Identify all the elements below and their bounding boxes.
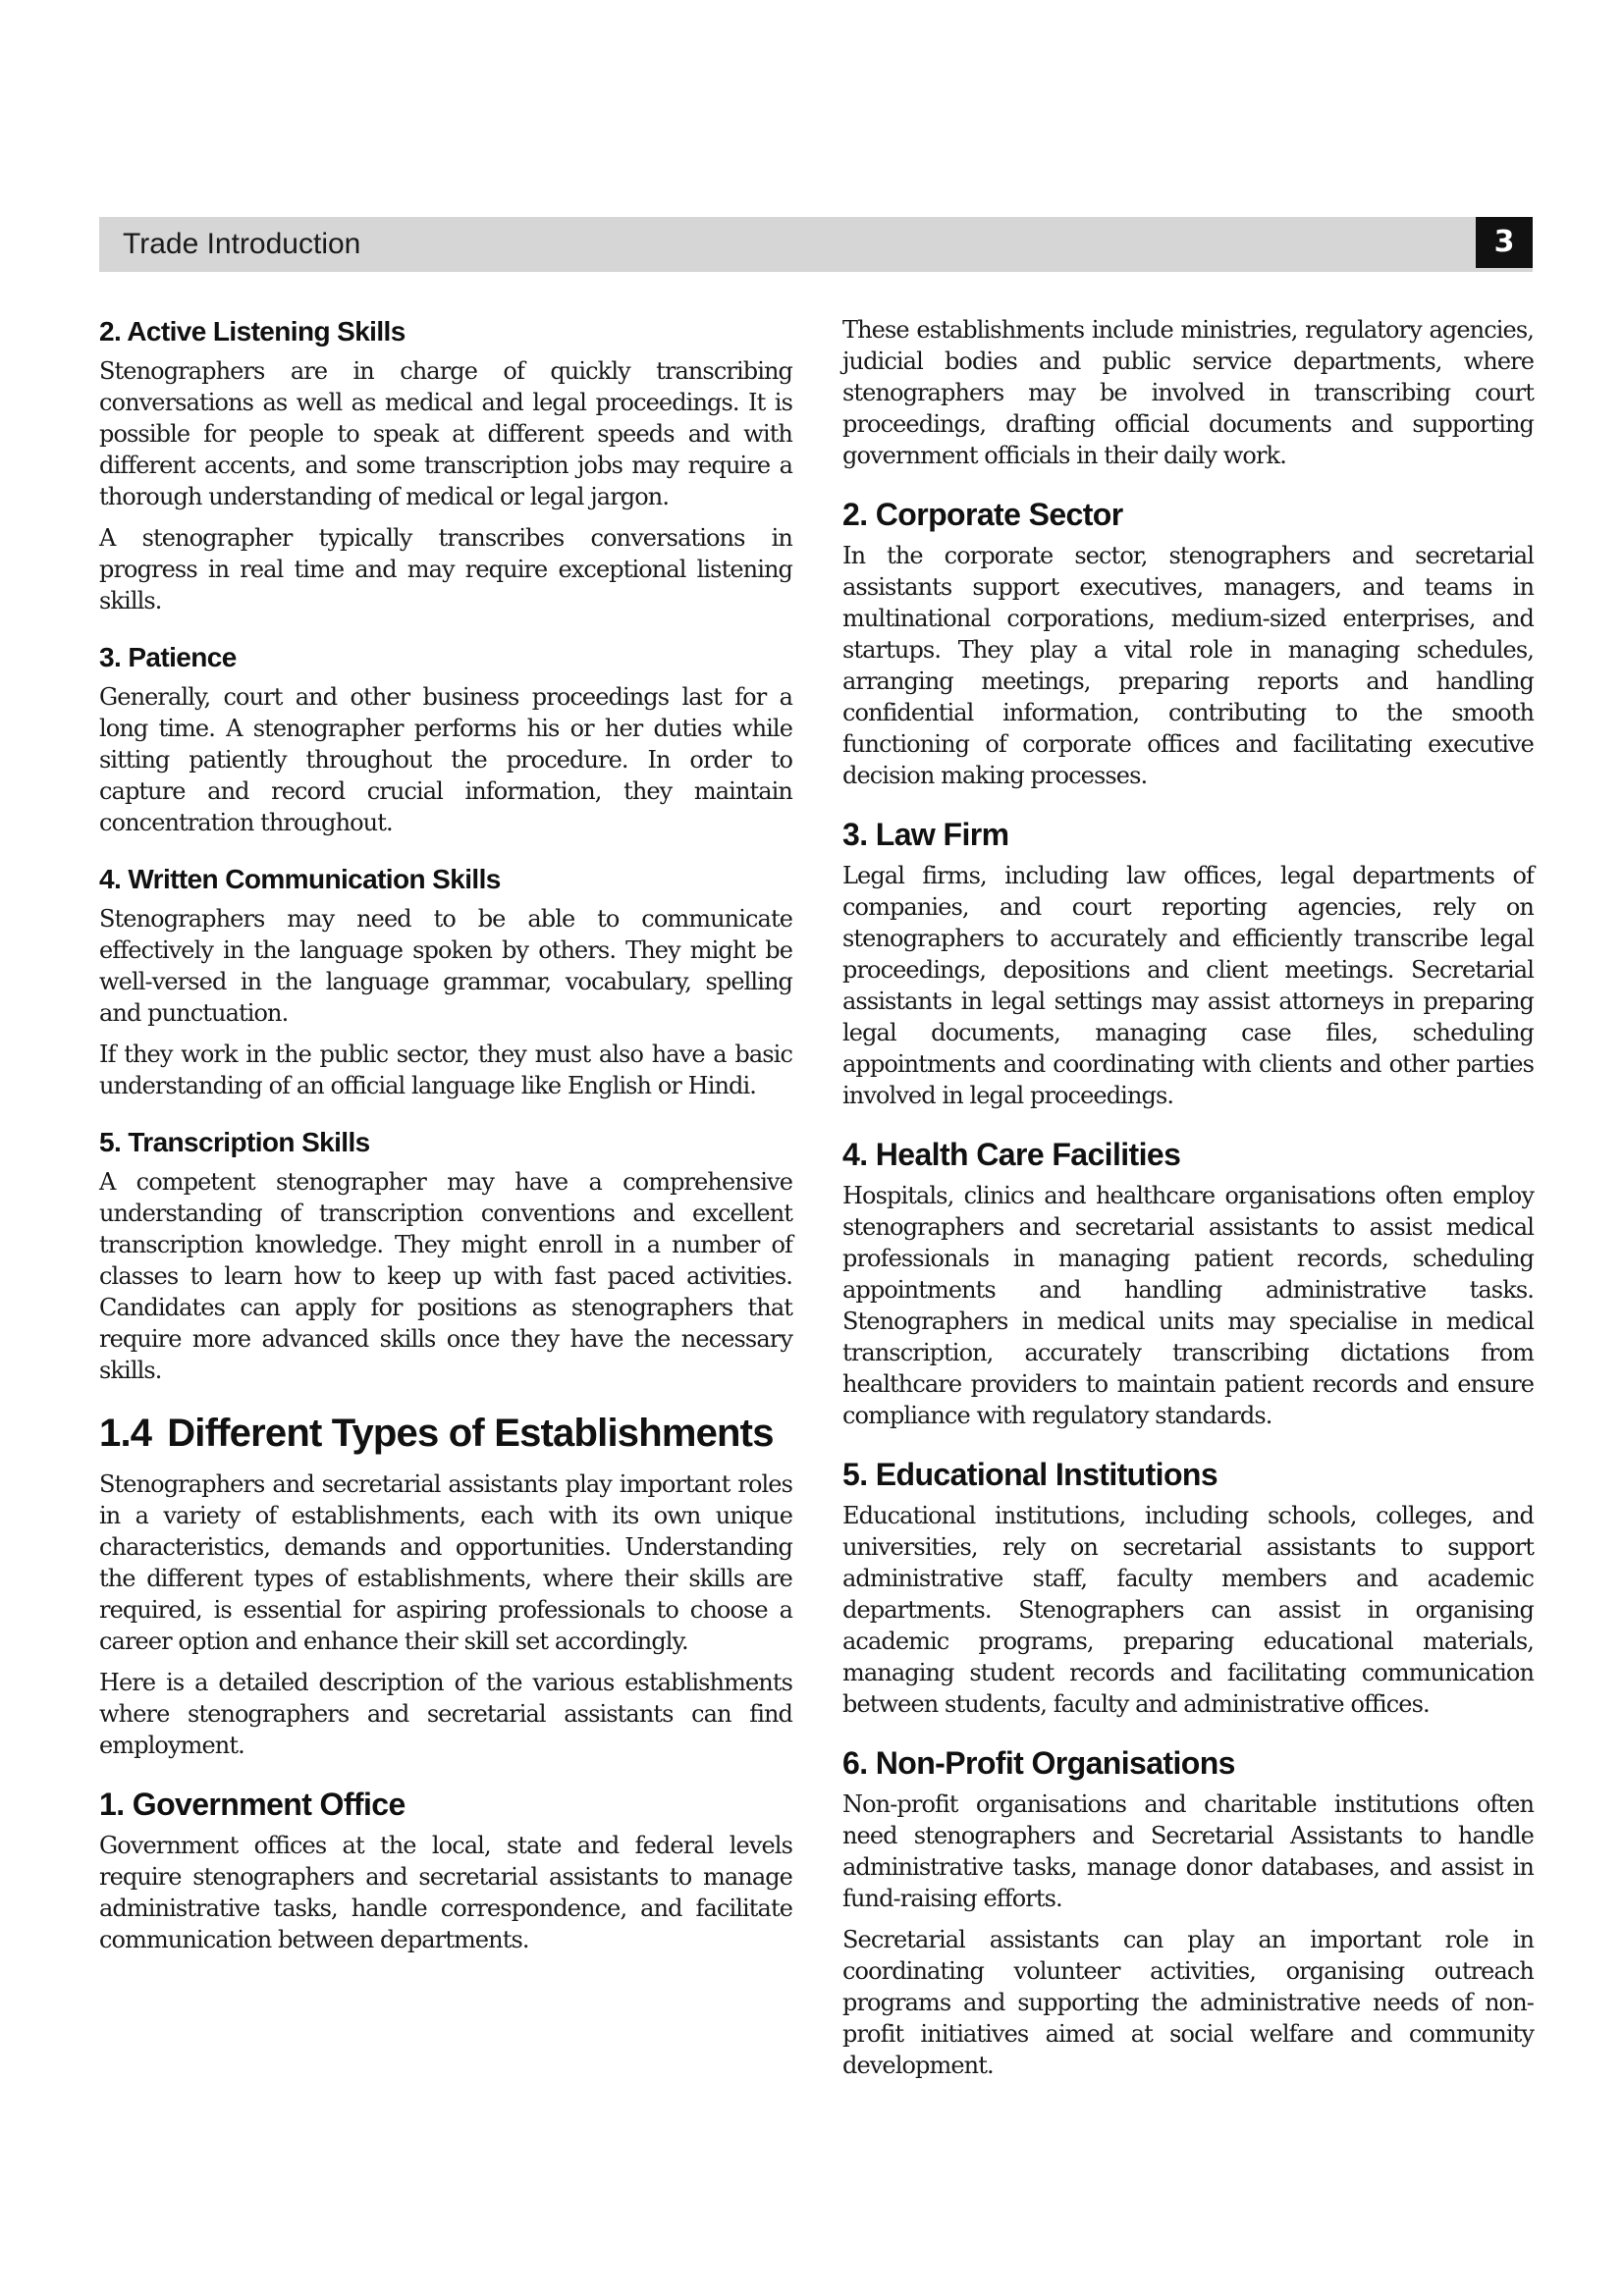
section-heading: 2. Active Listening Skills	[99, 316, 406, 347]
section-number: 1.4	[99, 1412, 152, 1455]
section-written-communication	[99, 862, 792, 1101]
section-heading: 3. Law Firm	[842, 817, 1009, 852]
section-heading: 4. Health Care Facilities	[842, 1137, 1181, 1172]
paragraph: These establishments include ministries, regulatory agencies, judicial bodies and public service departments, where stenographers may be involved in transcribing court proceedings, drafting official documents and supporting government officials in their daily work.	[842, 316, 1534, 469]
paragraph: Generally, court and other business proceedings last for a long time. A stenographer performs his or her duties while sitting patiently throughout the procedure. In order to capture and record crucial information, they maintain concentration throughout.	[99, 683, 792, 836]
section-transcription-skills	[99, 1125, 792, 1386]
paragraph: Educational institutions, including schools, colleges, and universities, rely on secretarial assistants to support administrative staff, faculty members and academic departments. Stenographers can assist in organising academic programs, preparing educational materials, managing student records and facilitating communication between students, faculty and administrative offices.	[842, 1502, 1534, 1718]
paragraph: A stenographer typically transcribes conversations in progress in real time and may require exceptional listening skills.	[99, 524, 792, 614]
page-number: 3	[1476, 217, 1533, 268]
header-title: Trade Introduction	[123, 228, 361, 260]
section-heading: 2. Corporate Sector	[842, 497, 1123, 532]
left-column	[99, 314, 792, 1979]
paragraph: Here is a detailed description of the various establishments where stenographers and secretarial assistants can find employment.	[99, 1669, 792, 1759]
section-heading: 3. Patience	[99, 642, 237, 672]
paragraph: Non-profit organisations and charitable institutions often need stenographers and Secretarial Assistants to handle administrative tasks, manage donor databases, and assist in fund-raising efforts.	[842, 1790, 1534, 1912]
paragraph: Stenographers and secretarial assistants play important roles in a variety of establishments, each with its own unique characteristics, demands and opportunities. Understanding the different types of establishments, where their skills are required, is essential for aspiring professionals to choose a career option and enhance their skill set accordingly.	[99, 1470, 792, 1655]
section-heading: 1. Government Office	[99, 1787, 406, 1822]
section-heading: 5. Transcription Skills	[99, 1127, 370, 1157]
paragraph: In the corporate sector, stenographers and secretarial assistants support executives, managers, and teams in multinational corporations, medium-sized enterprises, and startups. They play a vital role in managing schedules, arranging meetings, preparing reports and handling confidential information, contributing to the smooth functioning of corporate offices and facilitating executive decision making processes.	[842, 542, 1534, 789]
section-health-care	[842, 1135, 1534, 1431]
section-non-profit	[842, 1743, 1534, 2081]
right-column	[842, 314, 1534, 2105]
paragraph: A competent stenographer may have a comprehensive understanding of transcription conventions and excellent transcription knowledge. They might enroll in a number of classes to learn how to keep up with fast paced activities. Candidates can apply for positions as stenographers that require more advanced skills once they have the necessary skills.	[99, 1168, 792, 1384]
paragraph: If they work in the public sector, they must also have a basic understanding of an official language like English or Hindi.	[99, 1041, 792, 1099]
major-heading-text: Different Types of Establishments	[167, 1412, 774, 1455]
section-government-office	[99, 1785, 792, 1955]
section-heading: 6. Non-Profit Organisations	[842, 1745, 1235, 1781]
running-header	[99, 217, 1533, 272]
section-corporate-sector	[842, 495, 1534, 791]
section-different-types	[99, 1410, 792, 1761]
paragraph: Legal firms, including law offices, legal departments of companies, and court reporting agencies, rely on stenographers to accurately and efficiently transcribe legal proceedings, depositions and client meetings. Secretarial assistants in legal settings may assist attorneys in preparing legal documents, managing case files, scheduling appointments and coordinating with clients and other parties involved in legal proceedings.	[842, 862, 1534, 1109]
paragraph: Secretarial assistants can play an important role in coordinating volunteer activities, organising outreach programs and supporting the administrative needs of non-profit initiatives aimed at social welfare and community development.	[842, 1926, 1534, 2079]
section-heading: 5. Educational Institutions	[842, 1457, 1218, 1492]
major-heading	[99, 1410, 792, 1457]
paragraph: Stenographers are in charge of quickly transcribing conversations as well as medical and legal proceedings. It is possible for people to speak at different speeds and with different accents, and some transcription jobs may require a thorough understanding of medical or legal jargon.	[99, 357, 792, 510]
section-patience	[99, 640, 792, 838]
section-law-firm	[842, 815, 1534, 1111]
section-educational-institutions	[842, 1455, 1534, 1720]
section-government-continued	[842, 314, 1534, 471]
paragraph: Stenographers may need to be able to communicate effectively in the language spoken by others. They might be well-versed in the language grammar, vocabulary, spelling and punctuation.	[99, 905, 792, 1027]
section-heading: 4. Written Communication Skills	[99, 864, 501, 894]
paragraph: Hospitals, clinics and healthcare organisations often employ stenographers and secretarial assistants to assist medical professionals in managing patient records, scheduling appointments and handling administrative tasks. Stenographers in medical units may specialise in medical transcription, accurately transcribing dictations from healthcare providers to maintain patient records and ensure compliance with regulatory standards.	[842, 1182, 1534, 1429]
section-active-listening	[99, 314, 792, 616]
paragraph: Government offices at the local, state and federal levels require stenographers and secretarial assistants to manage administrative tasks, handle correspondence, and facilitate communication between departments.	[99, 1832, 792, 1953]
